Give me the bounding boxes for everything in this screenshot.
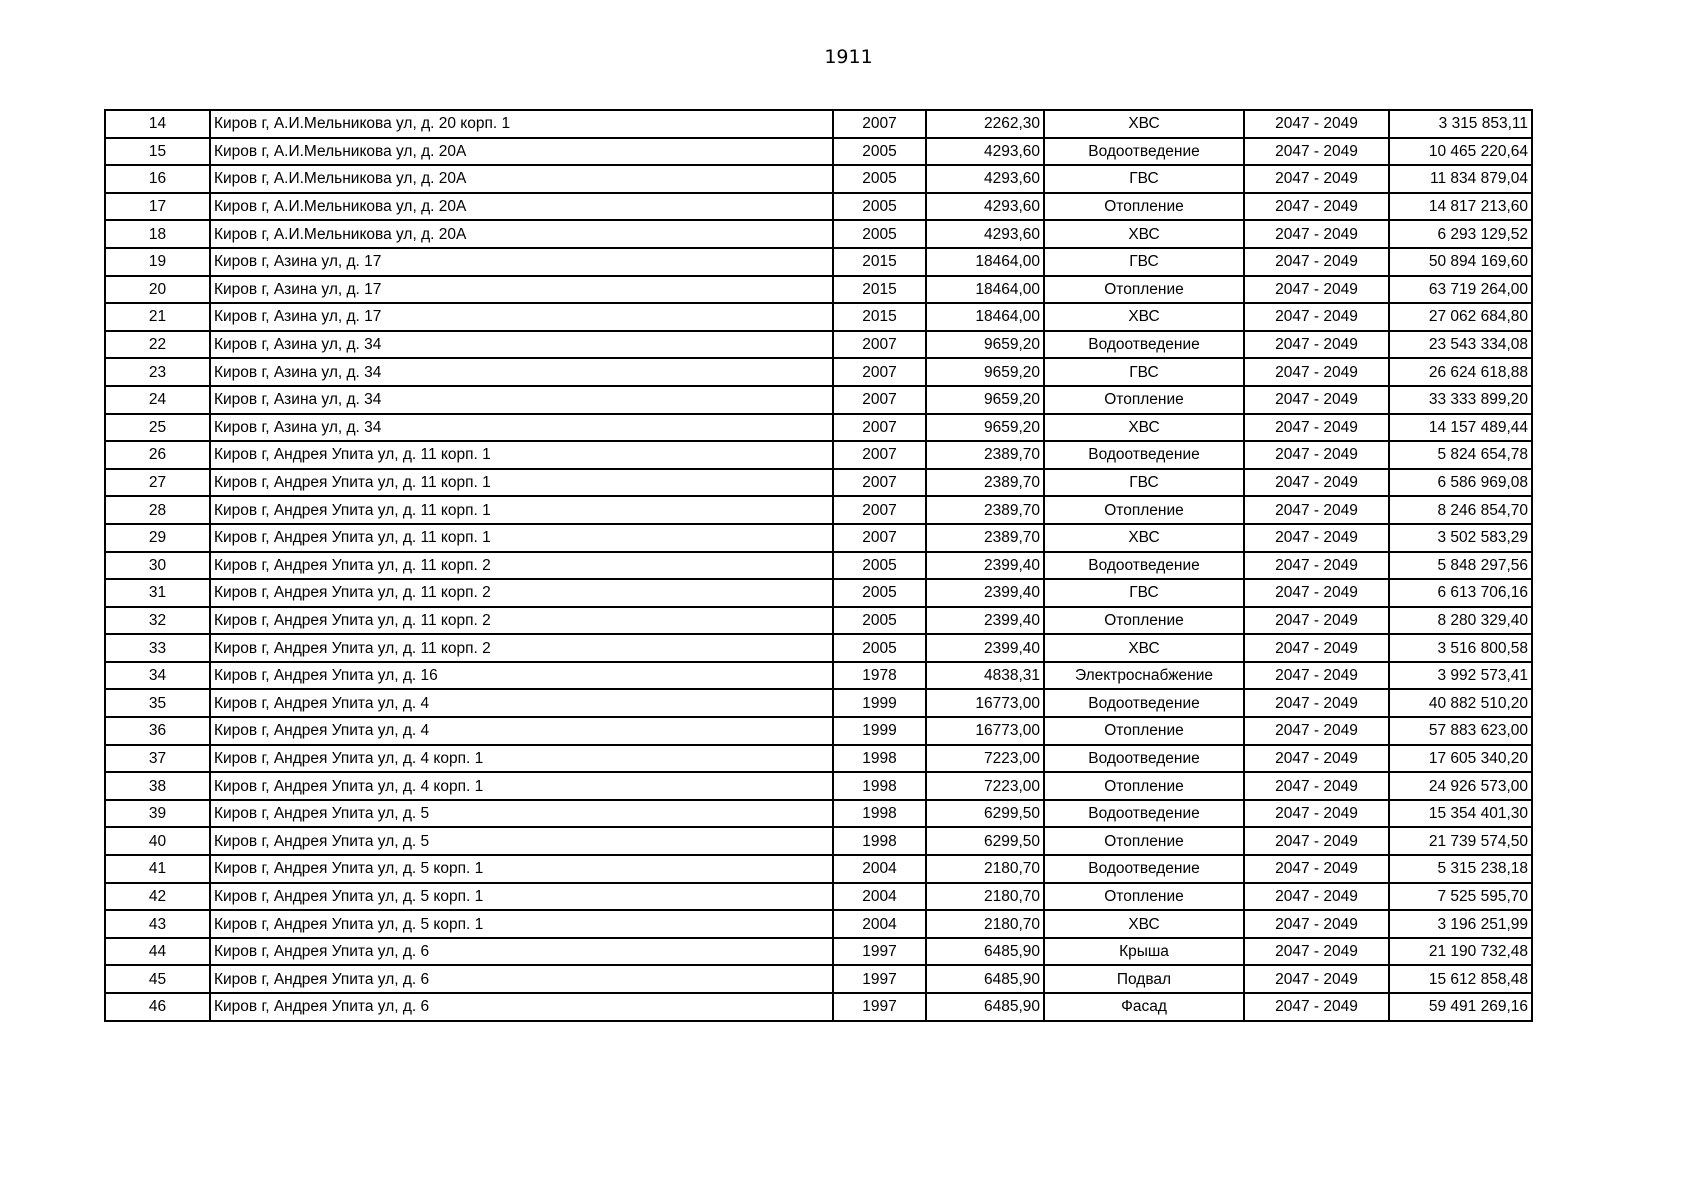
area-cell: 2399,40 (926, 579, 1044, 607)
work-type-cell: Водоотведение (1044, 441, 1244, 469)
area-cell: 2399,40 (926, 552, 1044, 580)
period-cell: 2047 - 2049 (1244, 248, 1389, 276)
table-row (105, 193, 1532, 221)
table-row (105, 717, 1532, 745)
work-type-cell: Водоотведение (1044, 855, 1244, 883)
cost-cell: 3 315 853,11 (1389, 110, 1532, 138)
build-year-cell: 2007 (833, 414, 926, 442)
row-number: 24 (105, 386, 210, 414)
area-cell: 9659,20 (926, 358, 1044, 386)
table-row (105, 469, 1532, 497)
build-year-cell: 2007 (833, 469, 926, 497)
period-cell: 2047 - 2049 (1244, 496, 1389, 524)
period-cell: 2047 - 2049 (1244, 303, 1389, 331)
cost-cell: 15 354 401,30 (1389, 800, 1532, 828)
table-row (105, 303, 1532, 331)
address-cell: Киров г, Андрея Упита ул, д. 5 (210, 800, 833, 828)
row-number: 29 (105, 524, 210, 552)
area-cell: 2180,70 (926, 910, 1044, 938)
cost-cell: 3 502 583,29 (1389, 524, 1532, 552)
work-type-cell: Отопление (1044, 883, 1244, 911)
cost-cell: 6 613 706,16 (1389, 579, 1532, 607)
table-row (105, 662, 1532, 690)
row-number: 25 (105, 414, 210, 442)
build-year-cell: 2015 (833, 248, 926, 276)
build-year-cell: 2005 (833, 220, 926, 248)
row-number: 32 (105, 607, 210, 635)
table-row (105, 138, 1532, 166)
address-cell: Киров г, Андрея Упита ул, д. 4 корп. 1 (210, 772, 833, 800)
build-year-cell: 2007 (833, 110, 926, 138)
row-number: 21 (105, 303, 210, 331)
cost-cell: 6 293 129,52 (1389, 220, 1532, 248)
row-number: 43 (105, 910, 210, 938)
area-cell: 6299,50 (926, 800, 1044, 828)
area-cell: 7223,00 (926, 772, 1044, 800)
work-type-cell: Подвал (1044, 965, 1244, 993)
cost-cell: 11 834 879,04 (1389, 165, 1532, 193)
period-cell: 2047 - 2049 (1244, 827, 1389, 855)
cost-cell: 8 246 854,70 (1389, 496, 1532, 524)
row-number: 35 (105, 689, 210, 717)
work-type-cell: ГВС (1044, 469, 1244, 497)
period-cell: 2047 - 2049 (1244, 855, 1389, 883)
cost-cell: 27 062 684,80 (1389, 303, 1532, 331)
work-type-cell: Водоотведение (1044, 138, 1244, 166)
table-row (105, 634, 1532, 662)
address-cell: Киров г, Андрея Упита ул, д. 16 (210, 662, 833, 690)
area-cell: 2389,70 (926, 496, 1044, 524)
row-number: 38 (105, 772, 210, 800)
address-cell: Киров г, Андрея Упита ул, д. 11 корп. 2 (210, 579, 833, 607)
period-cell: 2047 - 2049 (1244, 524, 1389, 552)
work-type-cell: ГВС (1044, 248, 1244, 276)
row-number: 39 (105, 800, 210, 828)
area-cell: 2180,70 (926, 855, 1044, 883)
table-row (105, 386, 1532, 414)
area-cell: 2399,40 (926, 634, 1044, 662)
row-number: 31 (105, 579, 210, 607)
address-cell: Киров г, Андрея Упита ул, д. 4 корп. 1 (210, 745, 833, 773)
build-year-cell: 2015 (833, 276, 926, 304)
row-number: 45 (105, 965, 210, 993)
period-cell: 2047 - 2049 (1244, 276, 1389, 304)
period-cell: 2047 - 2049 (1244, 634, 1389, 662)
area-cell: 2389,70 (926, 469, 1044, 497)
address-cell: Киров г, Андрея Упита ул, д. 11 корп. 1 (210, 441, 833, 469)
row-number: 34 (105, 662, 210, 690)
cost-cell: 23 543 334,08 (1389, 331, 1532, 359)
area-cell: 9659,20 (926, 386, 1044, 414)
address-cell: Киров г, Андрея Упита ул, д. 6 (210, 965, 833, 993)
table-row (105, 165, 1532, 193)
work-type-cell: ГВС (1044, 579, 1244, 607)
work-type-cell: ХВС (1044, 110, 1244, 138)
page-number: 1911 (824, 46, 873, 68)
cost-cell: 5 315 238,18 (1389, 855, 1532, 883)
address-cell: Киров г, Азина ул, д. 17 (210, 248, 833, 276)
address-cell: Киров г, Андрея Упита ул, д. 5 корп. 1 (210, 855, 833, 883)
area-cell: 18464,00 (926, 248, 1044, 276)
row-number: 15 (105, 138, 210, 166)
table-row (105, 331, 1532, 359)
address-cell: Киров г, А.И.Мельникова ул, д. 20А (210, 165, 833, 193)
work-type-cell: ХВС (1044, 303, 1244, 331)
area-cell: 6485,90 (926, 965, 1044, 993)
build-year-cell: 2005 (833, 193, 926, 221)
address-cell: Киров г, Андрея Упита ул, д. 11 корп. 2 (210, 634, 833, 662)
cost-cell: 40 882 510,20 (1389, 689, 1532, 717)
work-type-cell: ХВС (1044, 220, 1244, 248)
row-number: 16 (105, 165, 210, 193)
area-cell: 2262,30 (926, 110, 1044, 138)
work-type-cell: ХВС (1044, 634, 1244, 662)
area-cell: 16773,00 (926, 717, 1044, 745)
build-year-cell: 2004 (833, 910, 926, 938)
row-number: 30 (105, 552, 210, 580)
cost-cell: 59 491 269,16 (1389, 993, 1532, 1021)
period-cell: 2047 - 2049 (1244, 745, 1389, 773)
period-cell: 2047 - 2049 (1244, 414, 1389, 442)
table-row (105, 358, 1532, 386)
work-type-cell: Отопление (1044, 772, 1244, 800)
table-row (105, 910, 1532, 938)
period-cell: 2047 - 2049 (1244, 110, 1389, 138)
address-cell: Киров г, Андрея Упита ул, д. 5 (210, 827, 833, 855)
period-cell: 2047 - 2049 (1244, 662, 1389, 690)
cost-cell: 8 280 329,40 (1389, 607, 1532, 635)
period-cell: 2047 - 2049 (1244, 165, 1389, 193)
address-cell: Киров г, А.И.Мельникова ул, д. 20 корп. 1 (210, 110, 833, 138)
row-number: 20 (105, 276, 210, 304)
address-cell: Киров г, Азина ул, д. 17 (210, 303, 833, 331)
work-type-cell: ХВС (1044, 910, 1244, 938)
table-row (105, 110, 1532, 138)
work-type-cell: Водоотведение (1044, 800, 1244, 828)
build-year-cell: 1978 (833, 662, 926, 690)
area-cell: 2180,70 (926, 883, 1044, 911)
row-number: 37 (105, 745, 210, 773)
area-cell: 2389,70 (926, 524, 1044, 552)
build-year-cell: 2005 (833, 579, 926, 607)
build-year-cell: 2015 (833, 303, 926, 331)
cost-cell: 7 525 595,70 (1389, 883, 1532, 911)
build-year-cell: 2007 (833, 441, 926, 469)
area-cell: 6485,90 (926, 938, 1044, 966)
table-row (105, 248, 1532, 276)
work-type-cell: Отопление (1044, 193, 1244, 221)
address-cell: Киров г, Азина ул, д. 34 (210, 414, 833, 442)
cost-cell: 14 817 213,60 (1389, 193, 1532, 221)
address-cell: Киров г, Андрея Упита ул, д. 5 корп. 1 (210, 883, 833, 911)
period-cell: 2047 - 2049 (1244, 993, 1389, 1021)
address-cell: Киров г, Андрея Упита ул, д. 11 корп. 1 (210, 469, 833, 497)
address-cell: Киров г, Андрея Упита ул, д. 4 (210, 717, 833, 745)
cost-cell: 10 465 220,64 (1389, 138, 1532, 166)
work-type-cell: Крыша (1044, 938, 1244, 966)
cost-cell: 6 586 969,08 (1389, 469, 1532, 497)
cost-cell: 50 894 169,60 (1389, 248, 1532, 276)
build-year-cell: 2005 (833, 138, 926, 166)
table-row (105, 276, 1532, 304)
area-cell: 18464,00 (926, 276, 1044, 304)
period-cell: 2047 - 2049 (1244, 938, 1389, 966)
address-cell: Киров г, Азина ул, д. 34 (210, 386, 833, 414)
period-cell: 2047 - 2049 (1244, 607, 1389, 635)
work-type-cell: Отопление (1044, 607, 1244, 635)
table-row (105, 938, 1532, 966)
period-cell: 2047 - 2049 (1244, 138, 1389, 166)
build-year-cell: 2007 (833, 331, 926, 359)
work-type-cell: Водоотведение (1044, 331, 1244, 359)
cost-cell: 63 719 264,00 (1389, 276, 1532, 304)
area-cell: 6485,90 (926, 993, 1044, 1021)
table-row (105, 827, 1532, 855)
work-type-cell: Водоотведение (1044, 689, 1244, 717)
cost-cell: 3 992 573,41 (1389, 662, 1532, 690)
address-cell: Киров г, А.И.Мельникова ул, д. 20А (210, 138, 833, 166)
build-year-cell: 1998 (833, 745, 926, 773)
address-cell: Киров г, Андрея Упита ул, д. 11 корп. 2 (210, 552, 833, 580)
table-row (105, 855, 1532, 883)
period-cell: 2047 - 2049 (1244, 441, 1389, 469)
table-row (105, 220, 1532, 248)
cost-cell: 26 624 618,88 (1389, 358, 1532, 386)
build-year-cell: 1999 (833, 689, 926, 717)
cost-cell: 3 516 800,58 (1389, 634, 1532, 662)
build-year-cell: 2007 (833, 358, 926, 386)
row-number: 23 (105, 358, 210, 386)
row-number: 41 (105, 855, 210, 883)
period-cell: 2047 - 2049 (1244, 552, 1389, 580)
table-row (105, 772, 1532, 800)
work-type-cell: Отопление (1044, 386, 1244, 414)
address-cell: Киров г, Азина ул, д. 34 (210, 331, 833, 359)
area-cell: 4293,60 (926, 165, 1044, 193)
table-row (105, 993, 1532, 1021)
table-row (105, 883, 1532, 911)
address-cell: Киров г, Андрея Упита ул, д. 11 корп. 2 (210, 607, 833, 635)
table-row (105, 496, 1532, 524)
table-row (105, 607, 1532, 635)
build-year-cell: 2005 (833, 165, 926, 193)
cost-cell: 14 157 489,44 (1389, 414, 1532, 442)
row-number: 14 (105, 110, 210, 138)
address-cell: Киров г, А.И.Мельникова ул, д. 20А (210, 193, 833, 221)
build-year-cell: 1998 (833, 800, 926, 828)
cost-cell: 33 333 899,20 (1389, 386, 1532, 414)
address-cell: Киров г, Андрея Упита ул, д. 11 корп. 1 (210, 496, 833, 524)
build-year-cell: 1997 (833, 993, 926, 1021)
build-year-cell: 1998 (833, 827, 926, 855)
period-cell: 2047 - 2049 (1244, 772, 1389, 800)
area-cell: 2399,40 (926, 607, 1044, 635)
work-type-cell: Отопление (1044, 496, 1244, 524)
work-type-cell: ХВС (1044, 414, 1244, 442)
period-cell: 2047 - 2049 (1244, 717, 1389, 745)
cost-cell: 21 739 574,50 (1389, 827, 1532, 855)
area-cell: 9659,20 (926, 331, 1044, 359)
period-cell: 2047 - 2049 (1244, 910, 1389, 938)
area-cell: 4293,60 (926, 193, 1044, 221)
cost-cell: 5 848 297,56 (1389, 552, 1532, 580)
table-row (105, 965, 1532, 993)
period-cell: 2047 - 2049 (1244, 220, 1389, 248)
area-cell: 6299,50 (926, 827, 1044, 855)
table-row (105, 745, 1532, 773)
period-cell: 2047 - 2049 (1244, 800, 1389, 828)
table-row (105, 552, 1532, 580)
area-cell: 4838,31 (926, 662, 1044, 690)
row-number: 40 (105, 827, 210, 855)
area-cell: 4293,60 (926, 138, 1044, 166)
table-row (105, 524, 1532, 552)
work-type-cell: Фасад (1044, 993, 1244, 1021)
address-cell: Киров г, Андрея Упита ул, д. 11 корп. 1 (210, 524, 833, 552)
registry-table (104, 109, 1533, 1022)
period-cell: 2047 - 2049 (1244, 689, 1389, 717)
period-cell: 2047 - 2049 (1244, 331, 1389, 359)
table-row (105, 800, 1532, 828)
row-number: 17 (105, 193, 210, 221)
build-year-cell: 2007 (833, 496, 926, 524)
work-type-cell: ГВС (1044, 358, 1244, 386)
build-year-cell: 1997 (833, 938, 926, 966)
address-cell: Киров г, Азина ул, д. 34 (210, 358, 833, 386)
row-number: 26 (105, 441, 210, 469)
work-type-cell: Отопление (1044, 276, 1244, 304)
period-cell: 2047 - 2049 (1244, 579, 1389, 607)
build-year-cell: 2005 (833, 552, 926, 580)
row-number: 28 (105, 496, 210, 524)
area-cell: 4293,60 (926, 220, 1044, 248)
cost-cell: 5 824 654,78 (1389, 441, 1532, 469)
area-cell: 9659,20 (926, 414, 1044, 442)
work-type-cell: Отопление (1044, 827, 1244, 855)
row-number: 19 (105, 248, 210, 276)
address-cell: Киров г, Азина ул, д. 17 (210, 276, 833, 304)
row-number: 46 (105, 993, 210, 1021)
area-cell: 18464,00 (926, 303, 1044, 331)
cost-cell: 3 196 251,99 (1389, 910, 1532, 938)
area-cell: 7223,00 (926, 745, 1044, 773)
cost-cell: 57 883 623,00 (1389, 717, 1532, 745)
row-number: 36 (105, 717, 210, 745)
row-number: 27 (105, 469, 210, 497)
cost-cell: 24 926 573,00 (1389, 772, 1532, 800)
area-cell: 2389,70 (926, 441, 1044, 469)
address-cell: Киров г, Андрея Упита ул, д. 6 (210, 938, 833, 966)
area-cell: 16773,00 (926, 689, 1044, 717)
build-year-cell: 2004 (833, 855, 926, 883)
cost-cell: 21 190 732,48 (1389, 938, 1532, 966)
table-row (105, 414, 1532, 442)
address-cell: Киров г, Андрея Упита ул, д. 4 (210, 689, 833, 717)
period-cell: 2047 - 2049 (1244, 469, 1389, 497)
row-number: 44 (105, 938, 210, 966)
address-cell: Киров г, Андрея Упита ул, д. 6 (210, 993, 833, 1021)
work-type-cell: ХВС (1044, 524, 1244, 552)
work-type-cell: Отопление (1044, 717, 1244, 745)
period-cell: 2047 - 2049 (1244, 965, 1389, 993)
period-cell: 2047 - 2049 (1244, 386, 1389, 414)
work-type-cell: Водоотведение (1044, 552, 1244, 580)
work-type-cell: ГВС (1044, 165, 1244, 193)
cost-cell: 15 612 858,48 (1389, 965, 1532, 993)
row-number: 33 (105, 634, 210, 662)
period-cell: 2047 - 2049 (1244, 193, 1389, 221)
row-number: 42 (105, 883, 210, 911)
work-type-cell: Электроснабжение (1044, 662, 1244, 690)
build-year-cell: 1999 (833, 717, 926, 745)
build-year-cell: 2005 (833, 607, 926, 635)
build-year-cell: 2007 (833, 386, 926, 414)
build-year-cell: 1998 (833, 772, 926, 800)
build-year-cell: 2005 (833, 634, 926, 662)
registry-table-body (105, 110, 1532, 1021)
address-cell: Киров г, А.И.Мельникова ул, д. 20А (210, 220, 833, 248)
build-year-cell: 2007 (833, 524, 926, 552)
row-number: 18 (105, 220, 210, 248)
build-year-cell: 1997 (833, 965, 926, 993)
table-row (105, 689, 1532, 717)
row-number: 22 (105, 331, 210, 359)
table-row (105, 579, 1532, 607)
build-year-cell: 2004 (833, 883, 926, 911)
cost-cell: 17 605 340,20 (1389, 745, 1532, 773)
period-cell: 2047 - 2049 (1244, 883, 1389, 911)
period-cell: 2047 - 2049 (1244, 358, 1389, 386)
work-type-cell: Водоотведение (1044, 745, 1244, 773)
table-row (105, 441, 1532, 469)
address-cell: Киров г, Андрея Упита ул, д. 5 корп. 1 (210, 910, 833, 938)
